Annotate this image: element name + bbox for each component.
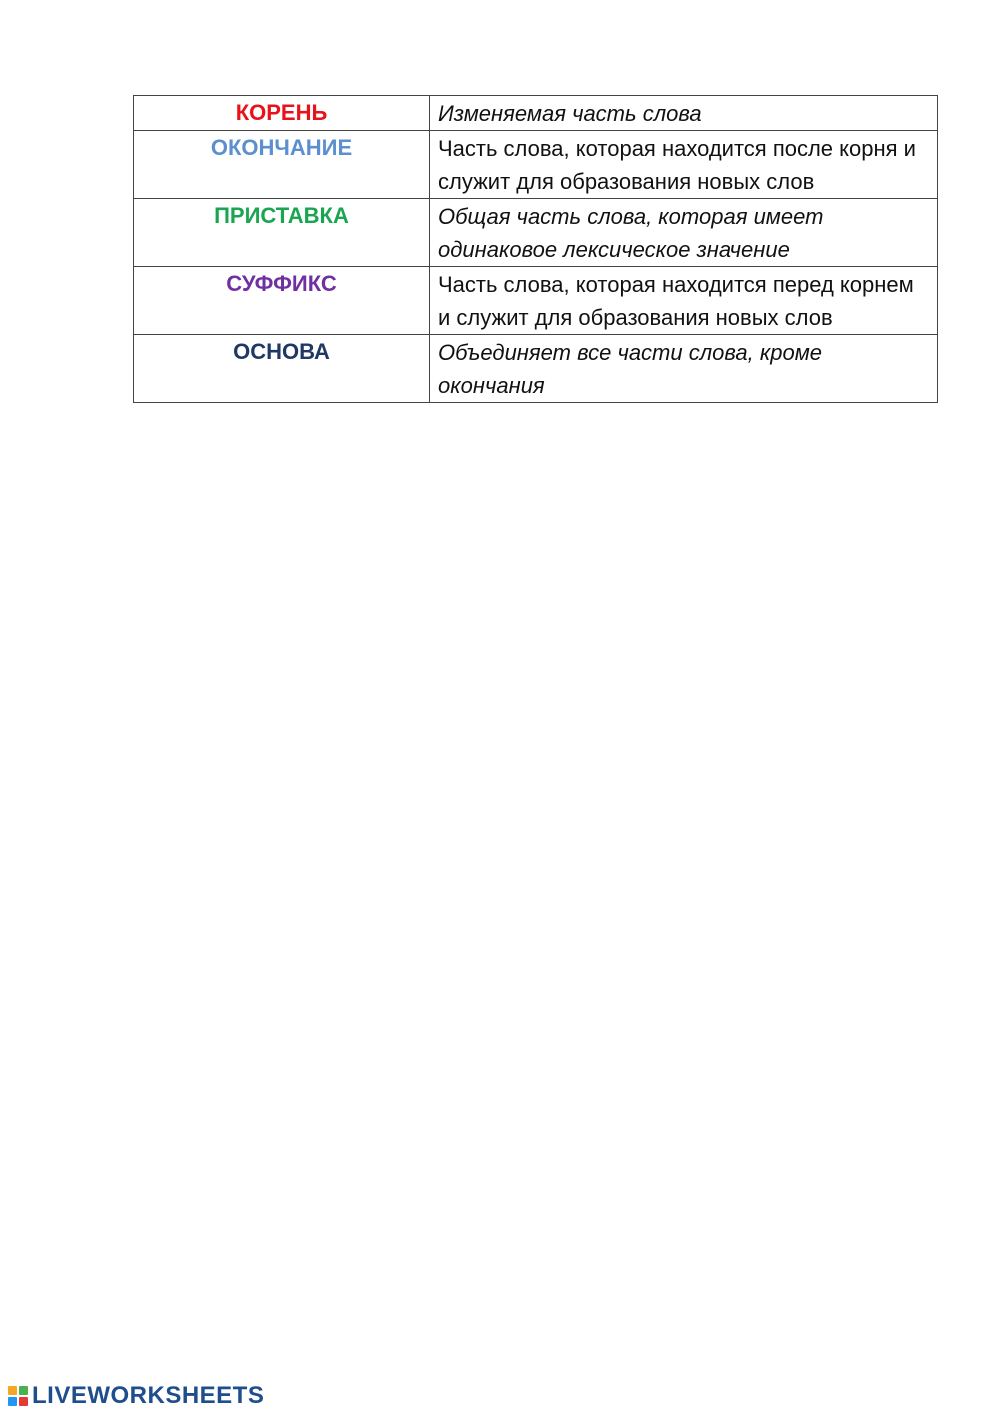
definition-cell: Общая часть слова, которая имеет одинаковое лексическое значение (430, 199, 938, 267)
logo-blocks-icon (8, 1386, 28, 1406)
logo-block (8, 1386, 17, 1395)
definition-cell: Часть слова, которая находится перед корнем и служит для образования новых слов (430, 267, 938, 335)
term-cell: КОРЕНЬ (134, 96, 430, 131)
logo-block (8, 1397, 17, 1406)
term-cell: СУФФИКС (134, 267, 430, 335)
term-cell: ОКОНЧАНИЕ (134, 131, 430, 199)
logo-text: LIVEWORKSHEETS (32, 1382, 265, 1409)
definition-cell: Изменяемая часть слова (430, 96, 938, 131)
definition-cell: Объединяет все части слова, кроме окончания (430, 335, 938, 403)
table-row (134, 335, 938, 403)
table-row (134, 131, 938, 199)
term-cell: ОСНОВА (134, 335, 430, 403)
logo-block (19, 1397, 28, 1406)
logo-block (19, 1386, 28, 1395)
table-row (134, 96, 938, 131)
liveworksheets-logo[interactable] (8, 1381, 264, 1411)
table-row (134, 199, 938, 267)
terms-table (133, 95, 938, 403)
definition-cell: Часть слова, которая находится после корня и служит для образования новых слов (430, 131, 938, 199)
term-cell: ПРИСТАВКА (134, 199, 430, 267)
table-row (134, 267, 938, 335)
